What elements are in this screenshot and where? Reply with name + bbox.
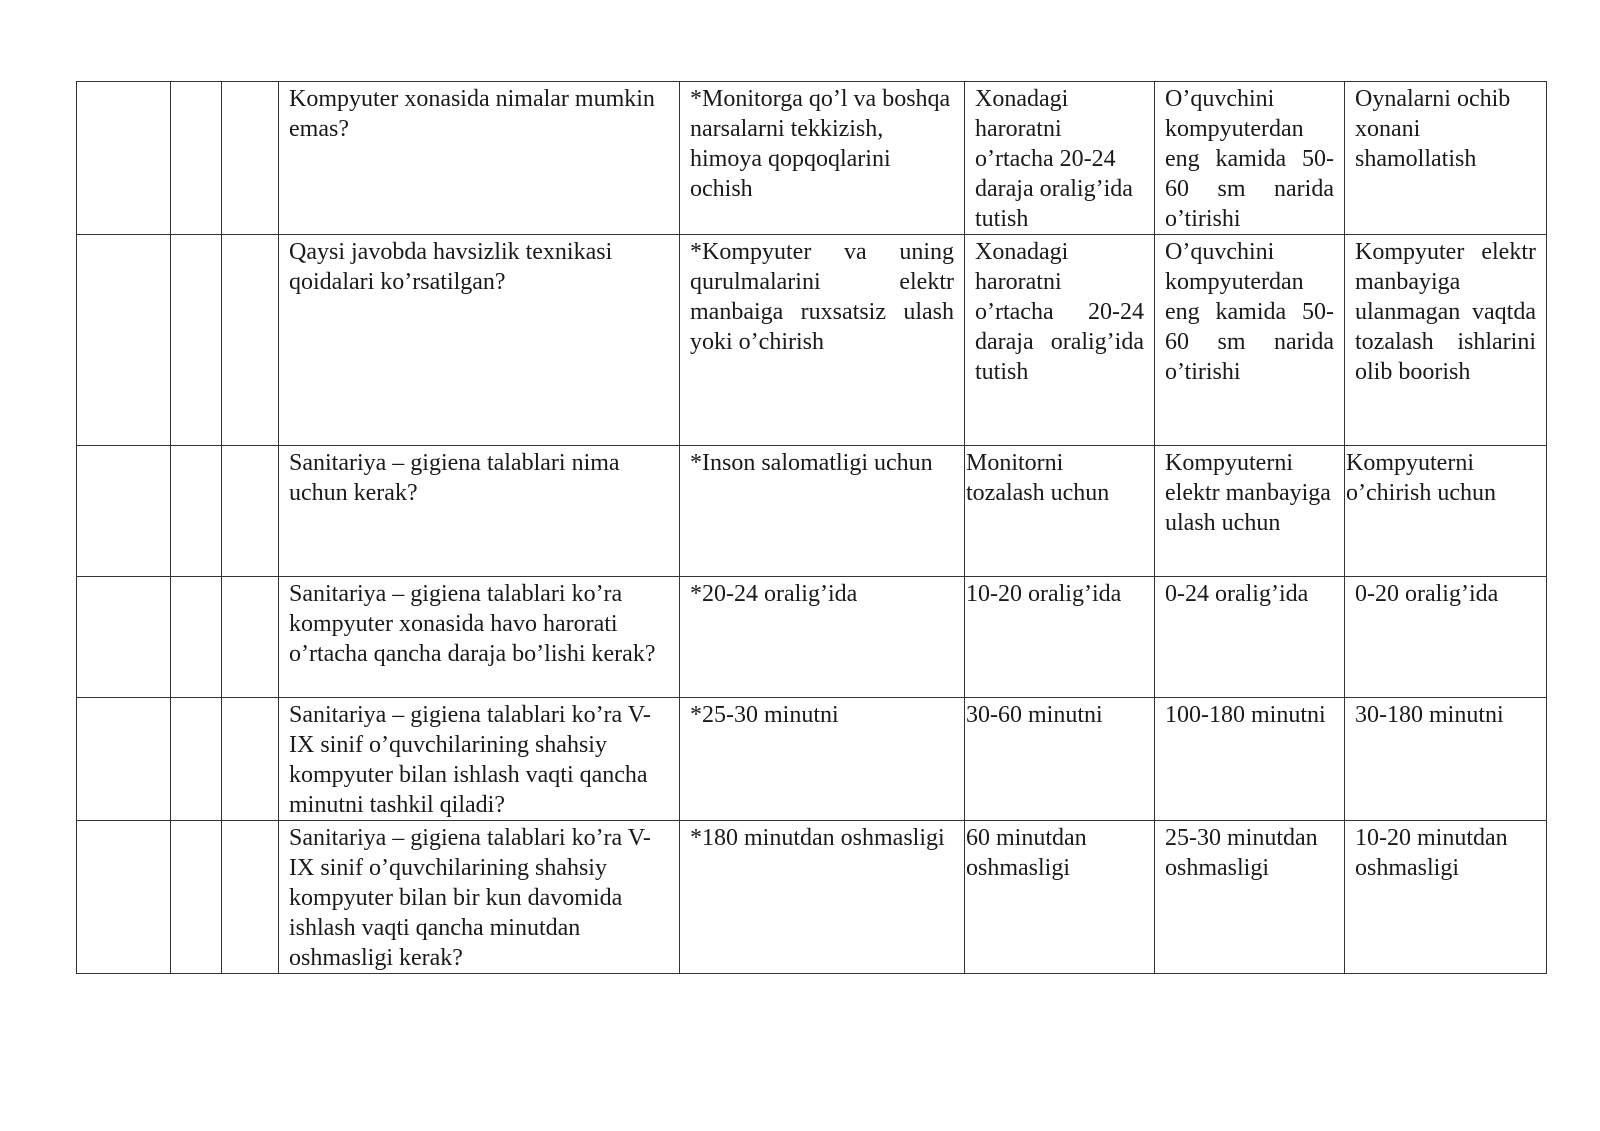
number-cell xyxy=(77,577,171,698)
answer-option-cell: Kompyuterni elektr manbayiga ulash uchun xyxy=(1155,446,1345,577)
empty-cell xyxy=(222,698,279,821)
number-cell xyxy=(77,698,171,821)
number-cell xyxy=(77,235,171,446)
correct-answer-cell: *Monitorga qo’l va boshqa narsalarni tekkizish, himoya qopqoqlarini ochish xyxy=(680,82,965,235)
answer-option-cell: Kompyuter elektr manbayiga ulanmagan vaqtda tozalash ishlarini olib boorish xyxy=(1345,235,1547,446)
question-cell: Sanitariya – gigiena talablari ko’ra V-IX sinif o’quvchilarining shahsiy kompyuter bilan bir kun davomida ishlash vaqti qancha minutdan oshmasligi kerak? xyxy=(279,821,680,974)
empty-cell xyxy=(222,235,279,446)
table-row xyxy=(77,235,1547,446)
answer-option-cell: 100-180 minutni xyxy=(1155,698,1345,821)
correct-answer-cell: *20-24 oralig’ida xyxy=(680,577,965,698)
empty-cell xyxy=(171,235,222,446)
answer-option-cell: 30-60 minutni xyxy=(965,698,1155,821)
answer-option-cell: 30-180 minutni xyxy=(1345,698,1547,821)
answer-option-cell: Kompyuterni o’chirish uchun xyxy=(1345,446,1547,577)
table-row xyxy=(77,82,1547,235)
answer-option-cell: 0-24 oralig’ida xyxy=(1155,577,1345,698)
empty-cell xyxy=(222,446,279,577)
correct-answer-cell: *Kompyuter va uning qurulmalarini elektr manbaiga ruxsatsiz ulash yoki o’chirish xyxy=(680,235,965,446)
empty-cell xyxy=(222,577,279,698)
question-cell: Sanitariya – gigiena talablari ko’ra kompyuter xonasida havo harorati o’rtacha qancha daraja bo’lishi kerak? xyxy=(279,577,680,698)
answer-option-cell: Oynalarni ochib xonani shamollatish xyxy=(1345,82,1547,235)
number-cell xyxy=(77,821,171,974)
question-cell: Sanitariya – gigiena talablari ko’ra V-IX sinif o’quvchilarining shahsiy kompyuter bilan ishlash vaqti qancha minutni tashkil qiladi? xyxy=(279,698,680,821)
answer-option-cell: 25-30 minutdan oshmasligi xyxy=(1155,821,1345,974)
correct-answer-cell: *25-30 minutni xyxy=(680,698,965,821)
correct-answer-cell: *180 minutdan oshmasligi xyxy=(680,821,965,974)
answer-option-cell: Monitorni tozalash uchun xyxy=(965,446,1155,577)
empty-cell xyxy=(171,446,222,577)
table-row xyxy=(77,821,1547,974)
empty-cell xyxy=(171,82,222,235)
answer-option-cell: Xonadagi haroratni o’rtacha 20-24 daraja oralig’ida tutish xyxy=(965,235,1155,446)
answer-option-cell: O’quvchini kompyuterdan eng kamida 50-60 sm narida o’tirishi xyxy=(1155,235,1345,446)
question-cell: Kompyuter xonasida nimalar mumkin emas? xyxy=(279,82,680,235)
number-cell xyxy=(77,82,171,235)
answer-option-cell: Xonadagi haroratni o’rtacha 20-24 daraja oralig’ida tutish xyxy=(965,82,1155,235)
correct-answer-cell: *Inson salomatligi uchun xyxy=(680,446,965,577)
answer-option-cell: 10-20 oralig’ida xyxy=(965,577,1155,698)
question-cell: Qaysi javobda havsizlik texnikasi qoidalari ko’rsatilgan? xyxy=(279,235,680,446)
empty-cell xyxy=(222,821,279,974)
question-cell: Sanitariya – gigiena talablari nima uchun kerak? xyxy=(279,446,680,577)
empty-cell xyxy=(171,698,222,821)
answer-option-cell: 0-20 oralig’ida xyxy=(1345,577,1547,698)
table-row xyxy=(77,446,1547,577)
test-questions-table xyxy=(76,81,1547,974)
empty-cell xyxy=(171,577,222,698)
number-cell xyxy=(77,446,171,577)
empty-cell xyxy=(222,82,279,235)
answer-option-cell: 10-20 minutdan oshmasligi xyxy=(1345,821,1547,974)
table-row xyxy=(77,577,1547,698)
table-row xyxy=(77,698,1547,821)
answer-option-cell: 60 minutdan oshmasligi xyxy=(965,821,1155,974)
empty-cell xyxy=(171,821,222,974)
answer-option-cell: O’quvchini kompyuterdan eng kamida 50-60 sm narida o’tirishi xyxy=(1155,82,1345,235)
